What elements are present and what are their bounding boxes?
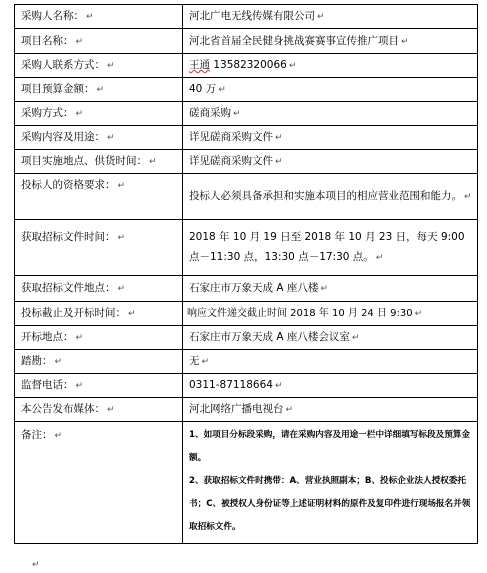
table-row — [15, 398, 478, 422]
row-label: 采购人联系方式： ↵ — [15, 54, 183, 78]
table-row — [15, 54, 478, 78]
row-label: 项目实施地点、供货时间： ↵ — [15, 150, 183, 174]
row-value: 王通 13582320066 ↵ — [183, 54, 478, 78]
row-value: 响应文件递交截止时间 2018 年 10 月 24 日 9:30 ↵ — [183, 302, 478, 326]
table-row — [15, 126, 478, 150]
contact-name: 王通 — [189, 59, 210, 71]
row-value: 河北省首届全民健身挑战赛赛事宣传推广项目 ↵ — [183, 29, 478, 54]
table-row — [15, 220, 478, 276]
table-row — [15, 302, 478, 326]
row-label: 获取招标文件地点： ↵ — [15, 276, 183, 302]
row-label: 投标截止及开标时间： ↵ — [15, 302, 183, 326]
row-value: 无 ↵ — [183, 350, 478, 374]
row-value: 石家庄市万象天成 A 座八楼会议室 ↵ — [183, 326, 478, 350]
row-value: 40 万 ↵ — [183, 78, 478, 102]
table-row — [15, 102, 478, 126]
table-row — [15, 150, 478, 174]
row-label: 获取招标文件时间： ↵ — [15, 220, 183, 276]
row-value: 详见磋商采购文件 ↵ — [183, 150, 478, 174]
row-label: 采购方式： ↵ — [15, 102, 183, 126]
procurement-announcement-table — [14, 4, 478, 544]
row-value: 河北广电无线传媒有限公司 ↵ — [183, 5, 478, 29]
table-row — [15, 374, 478, 398]
row-label: 采购内容及用途： ↵ — [15, 126, 183, 150]
row-label: 项目预算金额： ↵ — [15, 78, 183, 102]
row-label: 开标地点： ↵ — [15, 326, 183, 350]
row-value: 0311-87118664 ↵ — [183, 374, 478, 398]
row-value: 磋商采购 ↵ — [183, 102, 478, 126]
trailing-return-mark: ↵ — [32, 560, 40, 570]
row-label: 备注： ↵ — [15, 422, 183, 544]
contact-phone: 13582320066 — [213, 59, 287, 71]
row-value: 详见磋商采购文件 ↵ — [183, 126, 478, 150]
row-value: 河北网络广播电视台 ↵ — [183, 398, 478, 422]
row-label: 项目名称： ↵ — [15, 29, 183, 54]
table-row — [15, 174, 478, 220]
row-label: 本公告发布媒体： ↵ — [15, 398, 183, 422]
table-row — [15, 276, 478, 302]
table-row — [15, 78, 478, 102]
row-value — [183, 422, 478, 544]
table-row — [15, 422, 478, 544]
row-value: 投标人必须具备承担和实施本项目的相应营业范围和能力。 ↵ — [183, 174, 478, 220]
table-row — [15, 350, 478, 374]
note-item: 1、如项目分标段采购，请在采购内容及用途一栏中详细填写标段及预算金额。 — [189, 430, 470, 463]
note-item: 2、获取招标文件时携带：A、营业执照副本；B、投标企业法人授权委托书；C、被授权人身份证等上述证明材料的原件及复印件进行现场报名并领取招标文件。 — [189, 476, 471, 532]
table-row — [15, 326, 478, 350]
row-label: 监督电话： ↵ — [15, 374, 183, 398]
row-label: 踏勘： ↵ — [15, 350, 183, 374]
table-row — [15, 5, 478, 29]
row-value: 石家庄市万象天成 A 座八楼 ↵ — [183, 276, 478, 302]
row-value: 2018 年 10 月 19 日至 2018 年 10 月 23 日，每天 9:00 点－11:30 点，13:30 点－17:30 点。 ↵ — [183, 220, 478, 276]
table-row — [15, 29, 478, 54]
row-label: 采购人名称： ↵ — [15, 5, 183, 29]
row-label: 投标人的资格要求： ↵ — [15, 174, 183, 220]
